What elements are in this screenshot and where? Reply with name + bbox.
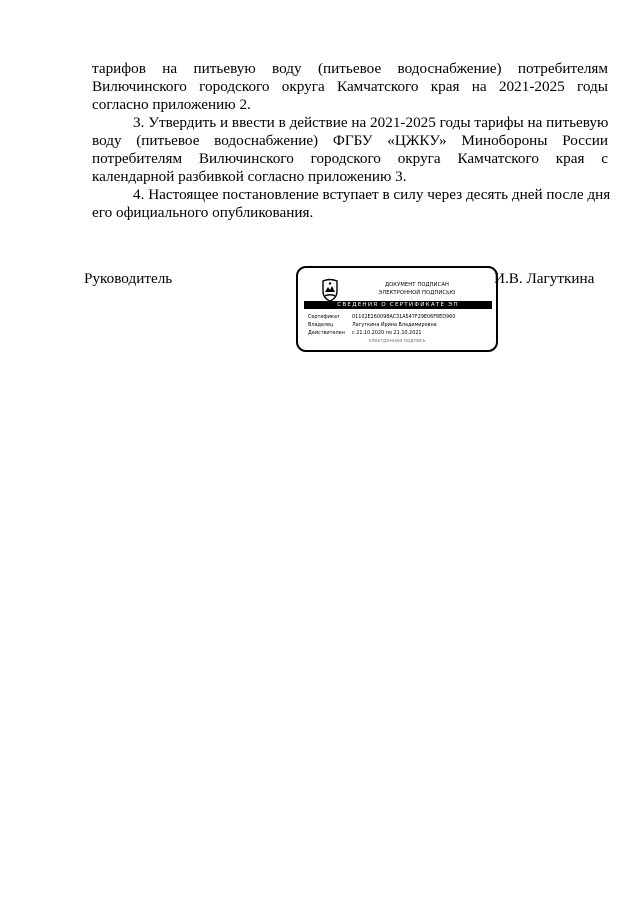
stamp-owner-label: Владелец bbox=[308, 322, 334, 328]
stamp-validity-value: с 21.10.2020 по 21.10.2021 bbox=[352, 330, 422, 336]
paragraph-line: его официального опубликования. bbox=[92, 204, 314, 221]
stamp-header-line: ЭЛЕКТРОННОЙ ПОДПИСЬЮ bbox=[378, 290, 456, 296]
stamp-owner-row bbox=[308, 322, 437, 329]
stamp-certificate-row bbox=[308, 314, 455, 321]
stamp-title-bar: СВЕДЕНИЯ О СЕРТИФИКАТЕ ЭП bbox=[304, 301, 492, 309]
paragraph-line: согласно приложению 2. bbox=[92, 96, 251, 113]
document-body bbox=[92, 60, 611, 222]
stamp-footer: электронная подпись bbox=[368, 338, 426, 344]
electronic-signature-stamp bbox=[296, 266, 498, 352]
coat-of-arms-icon bbox=[320, 278, 340, 302]
stamp-certificate-label: Сертификат bbox=[308, 314, 340, 320]
stamp-validity-label: Действителен bbox=[308, 330, 345, 336]
stamp-header-line: ДОКУМЕНТ ПОДПИСАН bbox=[384, 282, 450, 288]
paragraph-line: 3. Утвердить и ввести в действие на 2021-2025 годы тарифы на питьевую bbox=[133, 114, 609, 131]
paragraph-line: Вилючинского городского округа Камчатского края на 2021-2025 годы bbox=[92, 78, 608, 95]
stamp-owner-value: Лагуткина Ирина Владимировна bbox=[352, 322, 437, 328]
stamp-validity-row bbox=[308, 330, 422, 337]
paragraph-line: тарифов на питьевую воду (питьевое водоснабжение) потребителям bbox=[92, 60, 608, 77]
paragraph-line: календарной разбивкой согласно приложению 3. bbox=[92, 168, 407, 185]
signer-name: И.В. Лагуткина bbox=[494, 270, 595, 287]
paragraph-line: потребителям Вилючинского городского округа Камчатского края с bbox=[92, 150, 608, 167]
stamp-header bbox=[342, 281, 492, 297]
signer-title: Руководитель bbox=[84, 270, 173, 287]
paragraph-line: воду (питьевое водоснабжение) ФГБУ «ЦЖКУ» Минобороны России bbox=[92, 132, 608, 149]
paragraph-line: 4. Настоящее постановление вступает в силу через десять дней после дня bbox=[133, 186, 611, 203]
stamp-certificate-value: 01102E260098AC31A547F29E06F8ED960 bbox=[352, 314, 456, 320]
